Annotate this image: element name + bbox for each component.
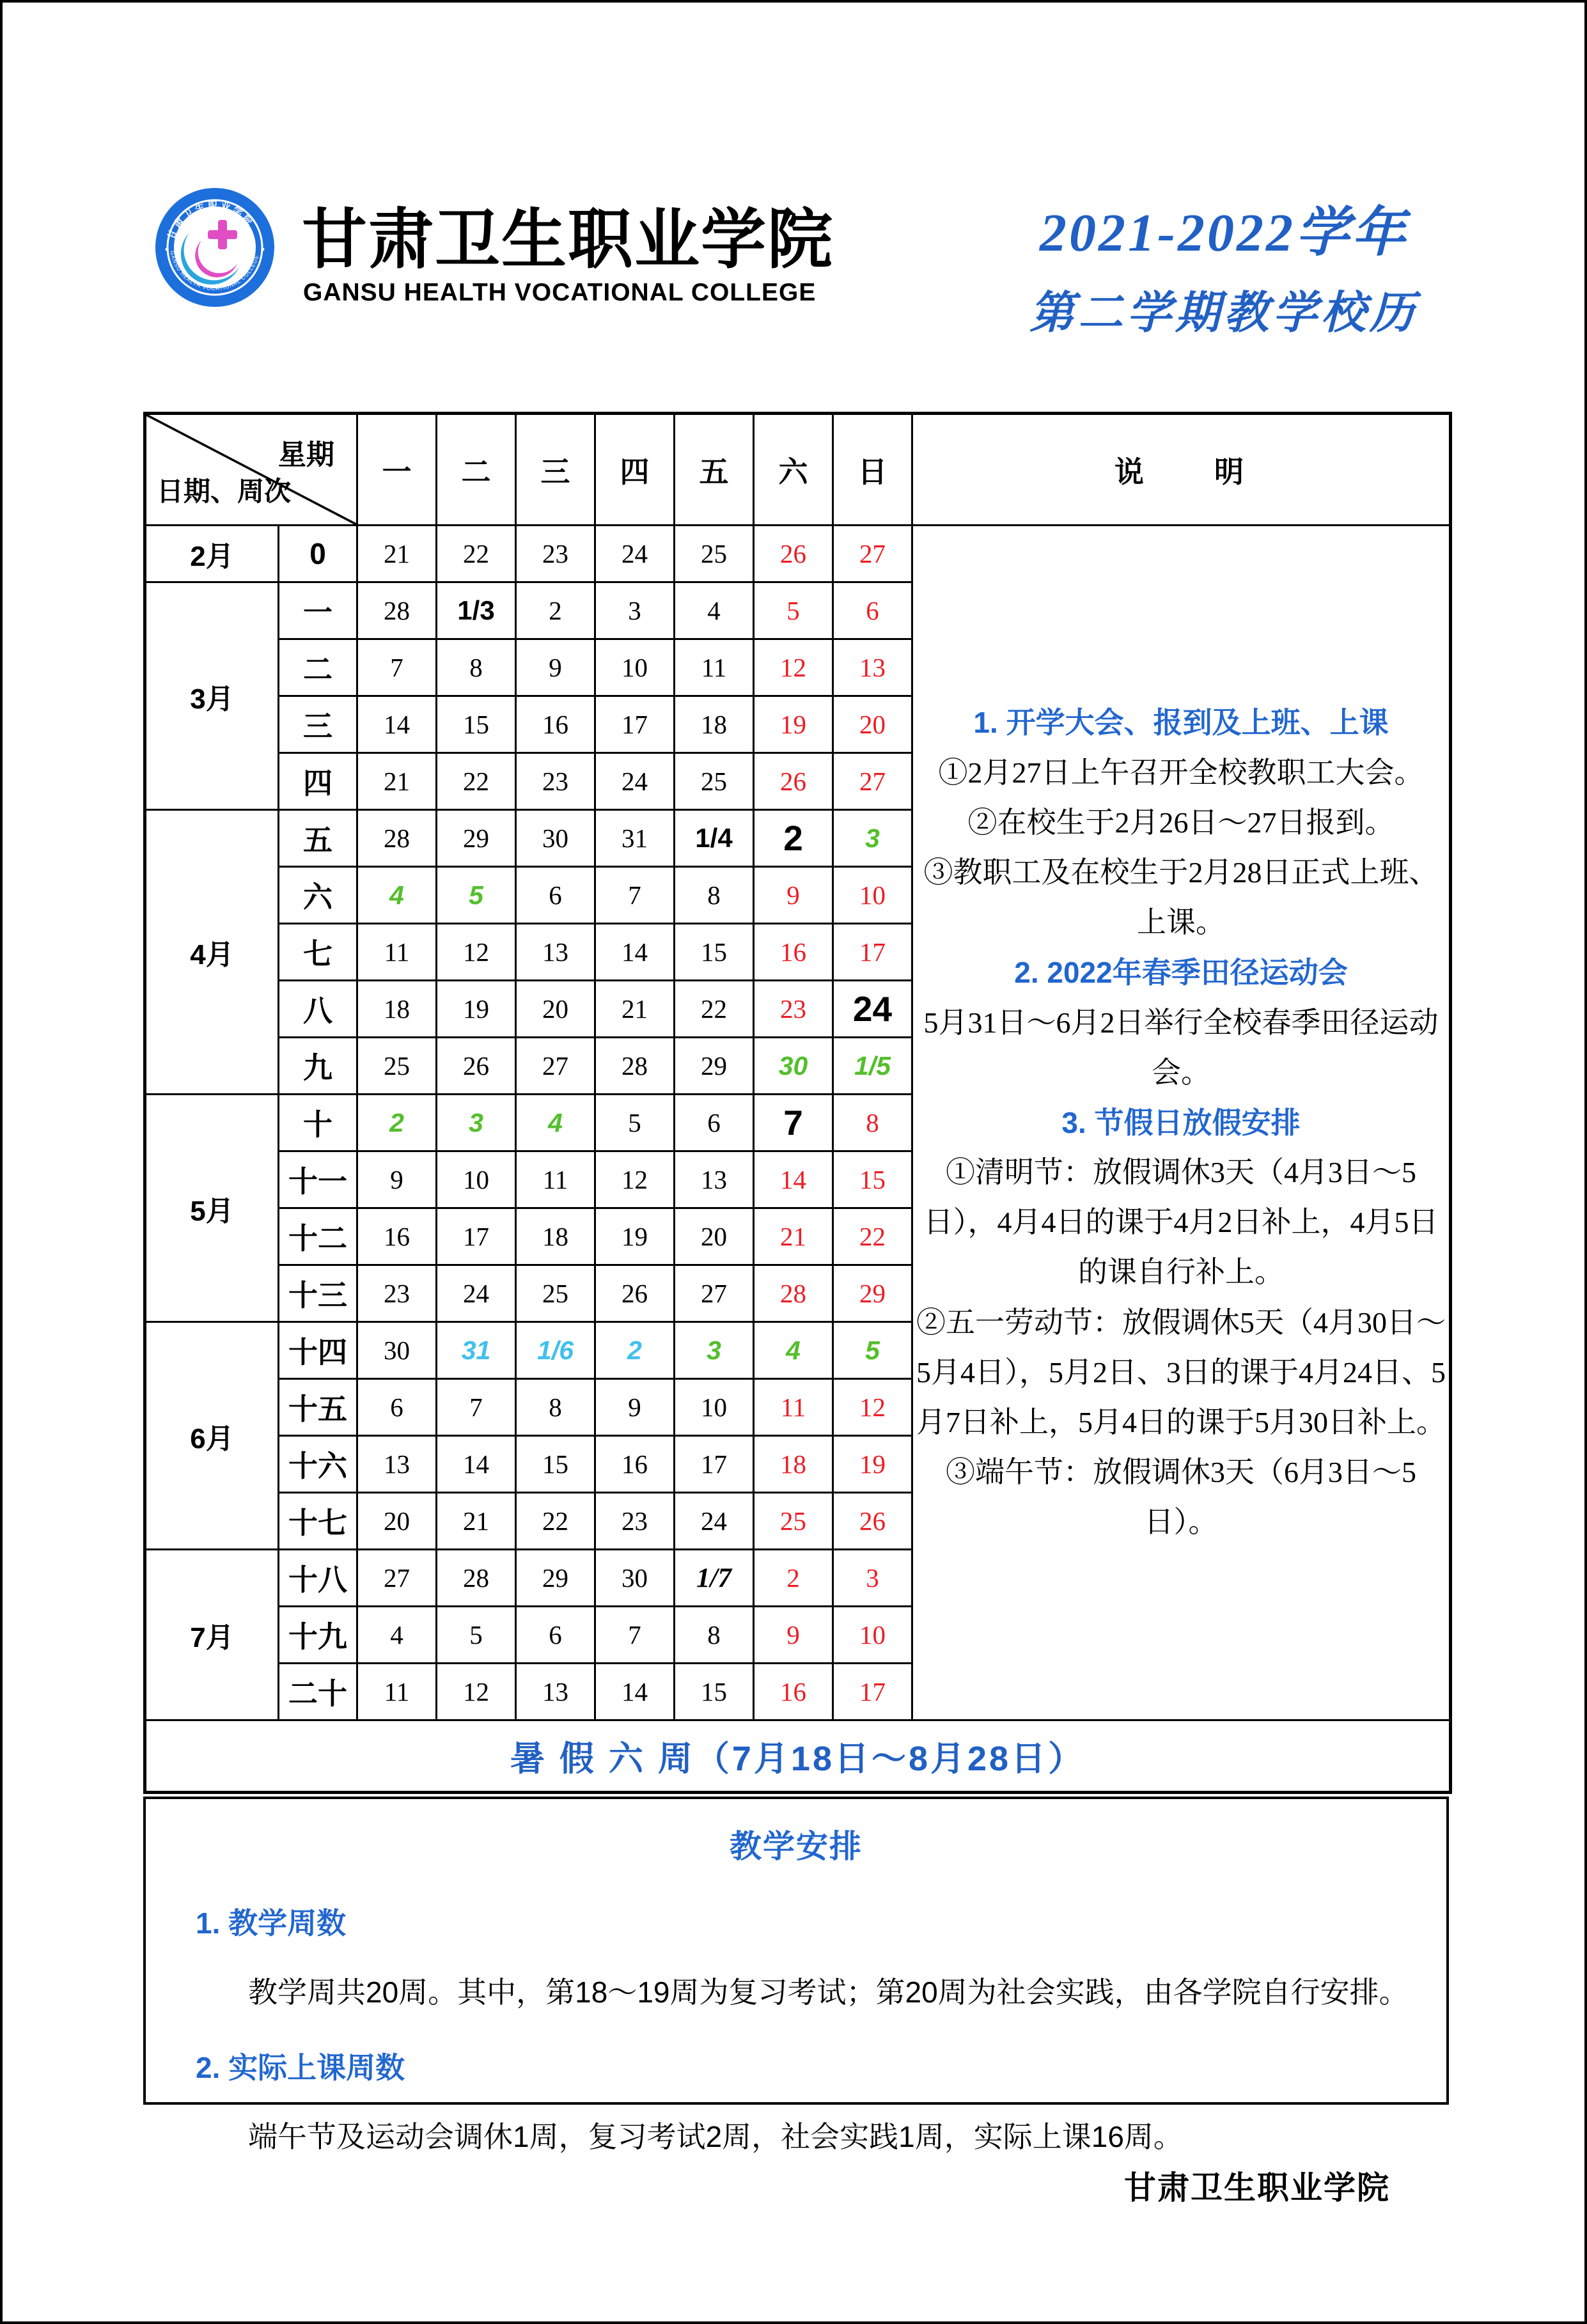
date-cell: 11 — [675, 639, 754, 696]
date-cell: 29 — [516, 1550, 595, 1607]
date-cell: 26 — [595, 1265, 675, 1322]
date-cell: 1/5 — [833, 1038, 912, 1095]
day-header-tue: 二 — [437, 414, 516, 526]
date-cell: 29 — [833, 1265, 912, 1322]
day-header-mon: 一 — [357, 414, 437, 526]
footer-signature: 甘肃卫生职业学院 — [1124, 2170, 1390, 2206]
date-cell: 3 — [833, 810, 912, 867]
date-cell: 26 — [833, 1493, 912, 1550]
date-cell: 23 — [516, 753, 595, 810]
date-cell: 15 — [675, 924, 754, 981]
month-cell: 7月 — [145, 1550, 279, 1720]
date-cell: 23 — [595, 1493, 675, 1550]
date-cell: 5 — [833, 1322, 912, 1379]
date-cell: 28 — [754, 1265, 833, 1322]
date-cell: 1/6 — [516, 1322, 595, 1379]
date-cell: 18 — [754, 1436, 833, 1493]
week-number-cell: 九 — [279, 1038, 357, 1095]
date-cell: 8 — [437, 639, 516, 696]
date-cell: 29 — [437, 810, 516, 867]
college-name-en: GANSU HEALTH VOCATIONAL COLLEGE — [303, 279, 817, 306]
week-number-cell: 一 — [279, 582, 357, 639]
date-cell: 21 — [595, 981, 675, 1038]
date-cell: 13 — [516, 924, 595, 981]
note-line: ③教职工及在校生于2月28日正式上班、上课。 — [923, 855, 1439, 939]
date-cell: 17 — [437, 1208, 516, 1265]
teaching-item-body: 教学周共20周。其中，第18～19周为复习考试；第20周为社会实践，由各学院自行安排。 — [248, 1976, 1409, 2009]
date-cell: 4 — [675, 582, 754, 639]
date-cell: 6 — [833, 582, 912, 639]
week-number-cell: 十五 — [279, 1379, 357, 1436]
week-number-cell: 0 — [279, 526, 357, 582]
day-header-sun: 日 — [833, 414, 912, 526]
date-cell: 22 — [675, 981, 754, 1038]
note-line: ③端午节：放假调休3天（6月3日～5日）。 — [946, 1456, 1416, 1539]
date-cell: 31 — [595, 810, 675, 867]
logo-ring-text-en: GANSU HEALTH VOCATIONAL COLLEGE — [169, 250, 260, 292]
week-number-cell: 十八 — [279, 1550, 357, 1607]
calendar-week-row — [145, 526, 1451, 582]
date-cell: 5 — [754, 582, 833, 639]
date-cell: 6 — [675, 1095, 754, 1151]
date-cell: 10 — [675, 1379, 754, 1436]
date-cell: 12 — [833, 1379, 912, 1436]
date-cell: 22 — [437, 753, 516, 810]
week-number-cell: 八 — [279, 981, 357, 1038]
date-cell: 12 — [595, 1151, 675, 1208]
date-cell: 10 — [595, 639, 675, 696]
date-cell: 18 — [675, 696, 754, 753]
date-cell: 27 — [357, 1550, 437, 1607]
date-cell: 21 — [754, 1208, 833, 1265]
date-cell: 6 — [516, 1607, 595, 1664]
date-cell: 6 — [516, 867, 595, 924]
date-cell: 30 — [516, 810, 595, 867]
date-cell: 15 — [675, 1664, 754, 1720]
calendar-table — [143, 412, 1452, 1794]
date-cell: 7 — [437, 1379, 516, 1436]
month-cell: 3月 — [145, 582, 279, 810]
date-cell: 15 — [833, 1151, 912, 1208]
date-cell: 12 — [437, 1664, 516, 1720]
date-cell: 16 — [595, 1436, 675, 1493]
college-name-cn: 甘肃卫生职业学院 — [302, 205, 834, 277]
date-cell: 9 — [357, 1151, 437, 1208]
date-cell: 25 — [516, 1265, 595, 1322]
date-cell: 1/3 — [437, 582, 516, 639]
date-cell: 19 — [595, 1208, 675, 1265]
note-line: 5月31日～6月2日举行全校春季田径运动会。 — [923, 1006, 1439, 1089]
date-cell: 7 — [595, 867, 675, 924]
date-cell: 22 — [437, 526, 516, 582]
date-cell: 13 — [675, 1151, 754, 1208]
date-cell: 11 — [754, 1379, 833, 1436]
teaching-title: 教学安排 — [730, 1829, 863, 1864]
day-header-fri: 五 — [675, 414, 754, 526]
date-cell: 9 — [754, 867, 833, 924]
date-cell: 9 — [595, 1379, 675, 1436]
date-cell: 10 — [833, 1607, 912, 1664]
date-cell: 12 — [437, 924, 516, 981]
date-cell: 17 — [595, 696, 675, 753]
date-cell: 26 — [754, 753, 833, 810]
date-cell: 5 — [437, 867, 516, 924]
date-cell: 21 — [357, 526, 437, 582]
date-cell: 24 — [595, 753, 675, 810]
date-cell: 4 — [516, 1095, 595, 1151]
date-cell: 2 — [754, 1550, 833, 1607]
date-cell: 11 — [357, 924, 437, 981]
date-cell: 24 — [437, 1265, 516, 1322]
date-cell: 17 — [833, 1664, 912, 1720]
date-cell: 2 — [595, 1322, 675, 1379]
week-number-cell: 二十 — [279, 1664, 357, 1720]
date-cell: 13 — [357, 1436, 437, 1493]
date-cell: 19 — [754, 696, 833, 753]
date-cell: 7 — [357, 639, 437, 696]
week-number-cell: 十四 — [279, 1322, 357, 1379]
date-cell: 3 — [675, 1322, 754, 1379]
month-cell: 4月 — [145, 810, 279, 1095]
week-number-cell: 十 — [279, 1095, 357, 1151]
week-number-cell: 十九 — [279, 1607, 357, 1664]
date-cell: 26 — [754, 526, 833, 582]
date-cell: 21 — [437, 1493, 516, 1550]
teaching-item-body: 端午节及运动会调休1周，复习考试2周，社会实践1周，实际上课16周。 — [248, 2120, 1183, 2153]
date-cell: 2 — [754, 810, 833, 867]
date-cell: 10 — [437, 1151, 516, 1208]
week-number-cell: 七 — [279, 924, 357, 981]
date-cell: 5 — [437, 1607, 516, 1664]
document-title — [990, 189, 1457, 341]
date-cell: 13 — [516, 1664, 595, 1720]
date-cell: 19 — [833, 1436, 912, 1493]
date-cell: 9 — [516, 639, 595, 696]
week-number-cell: 十二 — [279, 1208, 357, 1265]
date-cell: 15 — [516, 1436, 595, 1493]
date-cell: 27 — [833, 526, 912, 582]
date-cell: 10 — [833, 867, 912, 924]
document-title-line2: 第二学期教学校历 — [1029, 289, 1418, 338]
date-cell: 13 — [833, 639, 912, 696]
week-number-cell: 四 — [279, 753, 357, 810]
corner-header-cell — [145, 414, 357, 526]
date-cell: 28 — [357, 582, 437, 639]
date-cell: 8 — [833, 1095, 912, 1151]
corner-label-date: 日期、周次 — [157, 476, 292, 506]
date-cell: 24 — [833, 981, 912, 1038]
date-cell: 20 — [675, 1208, 754, 1265]
date-cell: 21 — [357, 753, 437, 810]
date-cell: 31 — [437, 1322, 516, 1379]
date-cell: 8 — [675, 867, 754, 924]
month-cell: 5月 — [145, 1095, 279, 1322]
date-cell: 16 — [516, 696, 595, 753]
date-cell: 1/4 — [675, 810, 754, 867]
week-number-cell: 二 — [279, 639, 357, 696]
date-cell: 4 — [754, 1322, 833, 1379]
date-cell: 3 — [595, 582, 675, 639]
date-cell: 23 — [516, 526, 595, 582]
date-cell: 23 — [754, 981, 833, 1038]
teaching-item-heading: 1. 教学周数 — [196, 1907, 347, 1940]
document-title-line1: 2021-2022学年 — [1040, 203, 1408, 263]
date-cell: 29 — [675, 1038, 754, 1095]
date-cell: 14 — [595, 924, 675, 981]
date-cell: 11 — [357, 1664, 437, 1720]
note-line: ①2月27日上午召开全校教职工大会。 — [938, 756, 1424, 789]
date-cell: 14 — [437, 1436, 516, 1493]
month-cell: 6月 — [145, 1322, 279, 1550]
day-header-thu: 四 — [595, 414, 675, 526]
date-cell: 20 — [357, 1493, 437, 1550]
date-cell: 14 — [357, 696, 437, 753]
note-heading: 1. 开学大会、报到及上班、上课 — [973, 706, 1389, 740]
week-number-cell: 十七 — [279, 1493, 357, 1550]
date-cell: 4 — [357, 1607, 437, 1664]
date-cell: 25 — [357, 1038, 437, 1095]
week-number-cell: 十三 — [279, 1265, 357, 1322]
date-cell: 30 — [595, 1550, 675, 1607]
date-cell: 27 — [833, 753, 912, 810]
date-cell: 27 — [516, 1038, 595, 1095]
note-line: ②五一劳动节：放假调休5天（4月30日～5月4日），5月2日、3日的课于4月24日、5月7日补上，5月4日的课于5月30日补上。 — [916, 1306, 1446, 1439]
week-number-cell: 三 — [279, 696, 357, 753]
date-cell: 20 — [833, 696, 912, 753]
date-cell: 14 — [595, 1664, 675, 1720]
date-cell: 3 — [437, 1095, 516, 1151]
date-cell: 12 — [754, 639, 833, 696]
note-heading: 3. 节假日放假安排 — [1061, 1105, 1301, 1139]
corner-label-week: 星期 — [278, 439, 334, 471]
date-cell: 19 — [437, 981, 516, 1038]
date-cell: 11 — [516, 1151, 595, 1208]
date-cell: 30 — [754, 1038, 833, 1095]
date-cell: 8 — [675, 1607, 754, 1664]
date-cell: 24 — [595, 526, 675, 582]
date-cell: 25 — [675, 753, 754, 810]
date-cell: 25 — [754, 1493, 833, 1550]
date-cell: 25 — [675, 526, 754, 582]
date-cell: 17 — [833, 924, 912, 981]
date-cell: 9 — [754, 1607, 833, 1664]
date-cell: 30 — [357, 1322, 437, 1379]
date-cell: 2 — [357, 1095, 437, 1151]
date-cell: 24 — [675, 1493, 754, 1550]
date-cell: 18 — [516, 1208, 595, 1265]
week-number-cell: 五 — [279, 810, 357, 867]
date-cell: 1/7 — [675, 1550, 754, 1607]
teaching-arrangement-box — [143, 1797, 1449, 2153]
date-cell: 15 — [437, 696, 516, 753]
college-logo-icon — [154, 187, 276, 308]
day-header-sat: 六 — [754, 414, 833, 526]
date-cell: 3 — [833, 1550, 912, 1607]
date-cell: 5 — [595, 1095, 675, 1151]
date-cell: 16 — [754, 1664, 833, 1720]
date-cell: 16 — [357, 1208, 437, 1265]
date-cell: 2 — [516, 582, 595, 639]
logo-ring-text-cn: 甘肃卫生职业学院 — [166, 199, 257, 241]
date-cell: 22 — [516, 1493, 595, 1550]
month-cell: 2月 — [145, 526, 279, 582]
day-header-wed: 三 — [516, 414, 595, 526]
date-cell: 28 — [437, 1550, 516, 1607]
summer-vacation-banner: 暑 假 六 周（7月18日～8月28日） — [145, 1720, 1451, 1793]
note-line: ①清明节：放假调休3天（4月3日～5日），4月4日的课于4月2日补上，4月5日的课自行补上。 — [923, 1156, 1439, 1289]
date-cell: 7 — [595, 1607, 675, 1664]
note-line: ②在校生于2月26日～27日报到。 — [967, 806, 1395, 839]
date-cell: 28 — [595, 1038, 675, 1095]
week-number-cell: 十一 — [279, 1151, 357, 1208]
date-cell: 27 — [675, 1265, 754, 1322]
week-number-cell: 十六 — [279, 1436, 357, 1493]
date-cell: 26 — [437, 1038, 516, 1095]
date-cell: 17 — [675, 1436, 754, 1493]
date-cell: 22 — [833, 1208, 912, 1265]
date-cell: 20 — [516, 981, 595, 1038]
date-cell: 18 — [357, 981, 437, 1038]
date-cell: 28 — [357, 810, 437, 867]
date-cell: 8 — [516, 1379, 595, 1436]
date-cell: 16 — [754, 924, 833, 981]
date-cell: 7 — [754, 1095, 833, 1151]
date-cell: 23 — [357, 1265, 437, 1322]
notes-header: 说 明 — [912, 414, 1451, 526]
date-cell: 14 — [754, 1151, 833, 1208]
teaching-item-heading: 2. 实际上课周数 — [196, 2051, 405, 2084]
note-heading: 2. 2022年春季田径运动会 — [1014, 956, 1348, 990]
date-cell: 6 — [357, 1379, 437, 1436]
date-cell: 4 — [357, 867, 437, 924]
week-number-cell: 六 — [279, 867, 357, 924]
notes-cell — [912, 526, 1451, 1720]
